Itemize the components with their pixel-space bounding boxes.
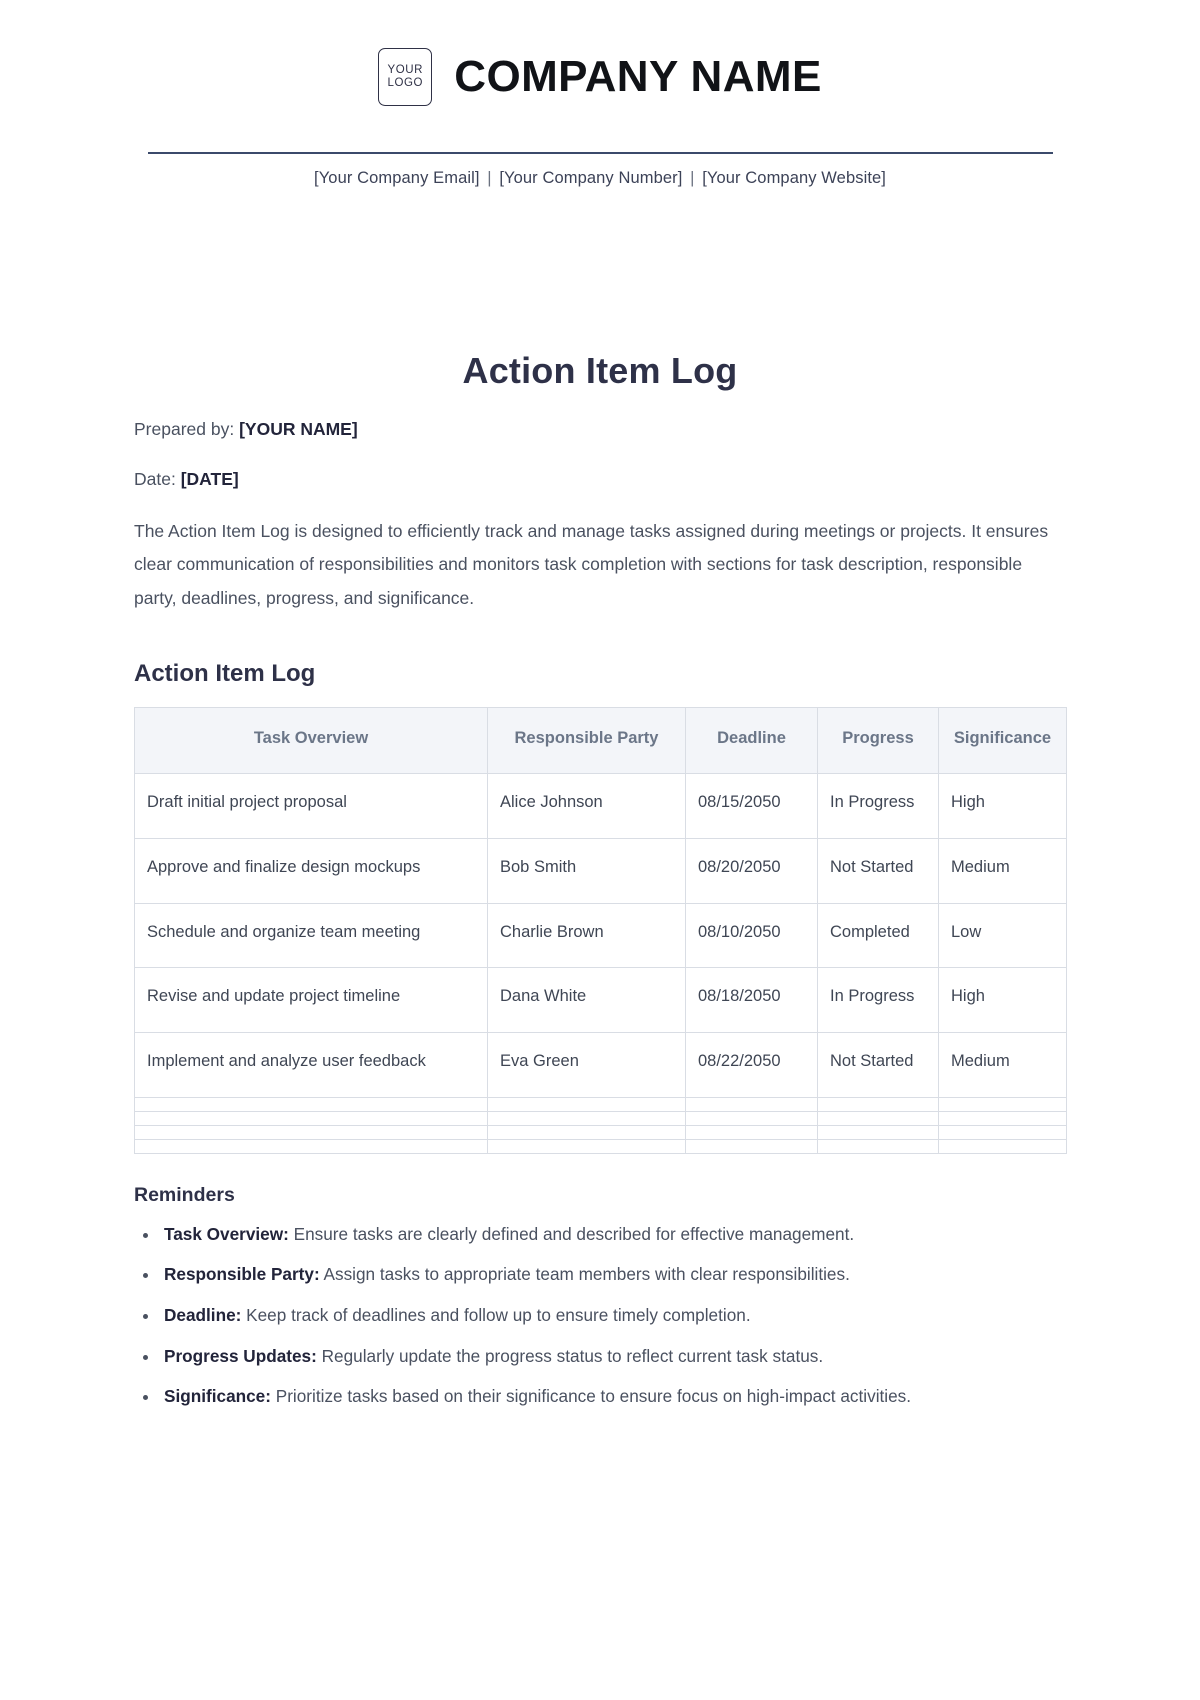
cell-significance: Medium xyxy=(939,838,1067,903)
table-row xyxy=(135,774,1067,839)
table-row xyxy=(135,1033,1067,1098)
cell-empty xyxy=(488,1139,686,1153)
letterhead xyxy=(0,0,1200,188)
cell-task-overview: Implement and analyze user feedback xyxy=(135,1033,488,1098)
cell-empty xyxy=(818,1097,939,1111)
column-header-task-overview: Task Overview xyxy=(135,707,488,774)
prepared-by-value: [YOUR NAME] xyxy=(239,419,358,440)
cell-deadline: 08/18/2050 xyxy=(686,968,818,1033)
cell-task-overview: Approve and finalize design mockups xyxy=(135,838,488,903)
cell-empty xyxy=(686,1139,818,1153)
reminder-text: Regularly update the progress status to reflect current task status. xyxy=(316,1345,824,1366)
contact-line xyxy=(0,169,1200,188)
reminder-label: Significance: xyxy=(164,1386,271,1407)
cell-empty xyxy=(488,1125,686,1139)
column-header-deadline: Deadline xyxy=(686,707,818,774)
cell-deadline: 08/22/2050 xyxy=(686,1033,818,1098)
cell-empty xyxy=(488,1097,686,1111)
cell-progress: In Progress xyxy=(818,774,939,839)
table-header xyxy=(135,707,1067,774)
cell-significance: Medium xyxy=(939,1033,1067,1098)
column-header-significance: Significance xyxy=(939,707,1067,774)
your-logo-placeholder-icon xyxy=(378,48,432,106)
cell-empty xyxy=(135,1139,488,1153)
company-website: [Your Company Website] xyxy=(702,169,886,188)
document-body xyxy=(134,188,1066,1411)
cell-task-overview: Revise and update project timeline xyxy=(135,968,488,1033)
cell-deadline: 08/15/2050 xyxy=(686,774,818,839)
date-value: [DATE] xyxy=(180,468,239,489)
logo-line-1: YOUR xyxy=(387,64,424,77)
cell-empty xyxy=(818,1111,939,1125)
cell-progress: Not Started xyxy=(818,838,939,903)
cell-deadline: 08/10/2050 xyxy=(686,903,818,968)
list-item xyxy=(160,1259,1066,1290)
cell-empty xyxy=(135,1125,488,1139)
table-row xyxy=(135,968,1067,1033)
cell-progress: Not Started xyxy=(818,1033,939,1098)
cell-empty xyxy=(686,1111,818,1125)
cell-empty xyxy=(686,1125,818,1139)
reminder-label: Task Overview: xyxy=(164,1223,289,1244)
date-line xyxy=(134,466,1066,492)
reminders-heading: Reminders xyxy=(134,1183,235,1206)
table-row-empty xyxy=(135,1125,1067,1139)
intro-paragraph: The Action Item Log is designed to efficiently track and manage tasks assigned during meetings or projects. It ensures clear communication of responsibilities and monitors task completion with sections for task description, responsible party, deadlines, progress, and significance. xyxy=(134,520,1049,609)
cell-empty xyxy=(818,1139,939,1153)
header-divider xyxy=(148,152,1053,154)
table-body xyxy=(135,774,1067,1154)
cell-significance: Low xyxy=(939,903,1067,968)
table-row-empty xyxy=(135,1111,1067,1125)
action-item-log-table xyxy=(134,707,1067,1154)
cell-progress: Completed xyxy=(818,903,939,968)
company-name: COMPANY NAME xyxy=(454,52,822,101)
reminder-label: Progress Updates: xyxy=(164,1345,317,1366)
reminders-list xyxy=(134,1219,1066,1412)
cell-deadline: 08/20/2050 xyxy=(686,838,818,903)
column-header-progress: Progress xyxy=(818,707,939,774)
list-item xyxy=(160,1219,1066,1250)
page-title: Action Item Log xyxy=(462,350,738,392)
list-item xyxy=(160,1300,1066,1331)
reminder-text: Assign tasks to appropriate team members with clear responsibilities. xyxy=(319,1264,850,1285)
reminder-label: Responsible Party: xyxy=(164,1264,320,1285)
cell-responsible-party: Charlie Brown xyxy=(488,903,686,968)
cell-progress: In Progress xyxy=(818,968,939,1033)
contact-separator-2: | xyxy=(690,169,695,188)
table-row xyxy=(135,838,1067,903)
brand-row xyxy=(0,48,1200,106)
cell-empty xyxy=(135,1111,488,1125)
prepared-by-label: Prepared by: xyxy=(134,419,235,440)
cell-responsible-party: Bob Smith xyxy=(488,838,686,903)
cell-responsible-party: Dana White xyxy=(488,968,686,1033)
cell-empty xyxy=(939,1139,1067,1153)
cell-empty xyxy=(488,1111,686,1125)
cell-empty xyxy=(939,1097,1067,1111)
table-row-empty xyxy=(135,1139,1067,1153)
cell-responsible-party: Eva Green xyxy=(488,1033,686,1098)
list-item xyxy=(160,1341,1066,1372)
reminder-text: Ensure tasks are clearly defined and described for effective management. xyxy=(288,1223,855,1244)
cell-significance: High xyxy=(939,774,1067,839)
cell-empty xyxy=(818,1125,939,1139)
cell-task-overview: Schedule and organize team meeting xyxy=(135,903,488,968)
prepared-by-line xyxy=(134,416,1066,442)
table-row-empty xyxy=(135,1097,1067,1111)
table-header-row xyxy=(135,707,1067,774)
table-row xyxy=(135,903,1067,968)
reminder-label: Deadline: xyxy=(164,1305,242,1326)
reminder-text: Prioritize tasks based on their significance to ensure focus on high-impact activities. xyxy=(270,1386,912,1407)
company-email: [Your Company Email] xyxy=(314,169,480,188)
cell-empty xyxy=(939,1111,1067,1125)
section-heading-action-item-log: Action Item Log xyxy=(134,659,316,687)
column-header-responsible-party: Responsible Party xyxy=(488,707,686,774)
cell-empty xyxy=(939,1125,1067,1139)
company-number: [Your Company Number] xyxy=(499,169,683,188)
cell-empty xyxy=(135,1097,488,1111)
cell-responsible-party: Alice Johnson xyxy=(488,774,686,839)
logo-line-2: LOGO xyxy=(387,77,424,89)
cell-significance: High xyxy=(939,968,1067,1033)
cell-empty xyxy=(686,1097,818,1111)
cell-task-overview: Draft initial project proposal xyxy=(135,774,488,839)
list-item xyxy=(160,1381,1066,1412)
contact-separator-1: | xyxy=(487,169,492,188)
reminder-text: Keep track of deadlines and follow up to ensure timely completion. xyxy=(241,1305,751,1326)
date-label: Date: xyxy=(134,468,176,489)
